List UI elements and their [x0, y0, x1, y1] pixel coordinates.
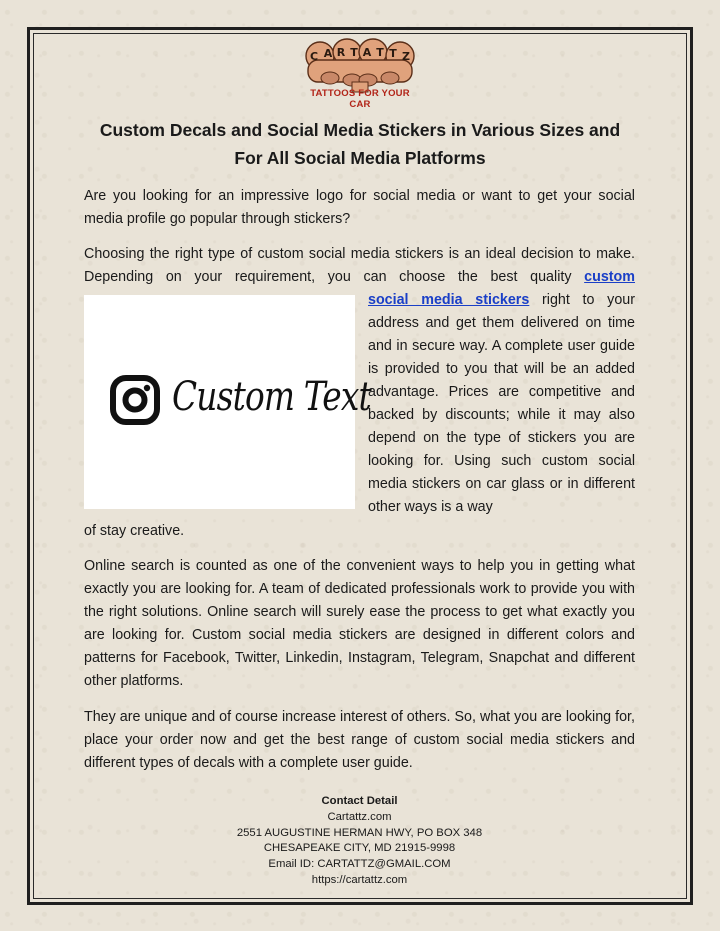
paragraph-2-wrapped — [368, 289, 635, 519]
svg-text:T: T — [350, 46, 358, 59]
custom-text-sticker-image — [84, 295, 371, 509]
svg-text:Z: Z — [402, 50, 410, 63]
custom-social-media-stickers-link-part1[interactable]: custom — [584, 269, 635, 285]
svg-text:A: A — [362, 46, 372, 59]
contact-address-line-1: 2551 AUGUSTINE HERMAN HWY, PO BOX 348 — [236, 826, 483, 839]
contact-company: Cartattz.com — [327, 810, 392, 823]
instagram-icon — [110, 375, 160, 425]
contact-website[interactable]: https://cartattz.com — [311, 873, 408, 886]
svg-text:T: T — [389, 47, 397, 60]
closing-paragraph: They are unique and of course increase interest of others. So, what you are looking for, place your order now and get the best range of custom social media stickers and different types of decals with a complete user guide. — [84, 709, 635, 771]
custom-text-lettering: Custom Text — [172, 374, 371, 420]
title-line-1: Custom Decals and Social Media Stickers in Various Sizes and — [99, 120, 621, 140]
custom-social-media-stickers-link-part2[interactable]: social media stickers — [368, 292, 530, 308]
contact-address-line-2: CHESAPEAKE CITY, MD 21915-9998 — [263, 842, 456, 855]
svg-text:A: A — [323, 47, 333, 60]
paragraph-2-body: right to your address and get them delivered on time and in secure way. A complete user guide is provided to you that will be an added advantage. Prices are competitive and backed by discounts; while it may also depend on the type of stickers you are looking for. Using such custom social media stickers on car glass or in different other ways is a way — [368, 292, 635, 515]
paragraph-2-lead: Choosing the right type of custom social media stickers is an ideal decision to make. Depending on your requirement, you can choose the best quality — [84, 246, 635, 285]
contact-email[interactable]: Email ID: CARTATTZ@GMAIL.COM — [268, 858, 451, 871]
title-line-2: For All Social Media Platforms — [234, 148, 486, 168]
svg-text:T: T — [376, 46, 384, 59]
article-title — [84, 116, 636, 172]
logo-tagline: TATTOOS FOR YOUR CAR — [310, 88, 410, 110]
svg-text:C: C — [309, 50, 319, 63]
intro-paragraph: Are you looking for an impressive logo for social media or want to get your social media profile go popular through stickers? — [84, 188, 635, 227]
contact-details — [84, 794, 635, 889]
paragraph-2-top — [84, 243, 635, 289]
contact-heading: Contact Detail — [321, 795, 398, 807]
svg-text:R: R — [336, 46, 346, 59]
paragraph-2-tail: of stay creative. — [84, 523, 185, 539]
online-search-paragraph: Online search is counted as one of the convenient ways to help you in getting what exactly you are looking for. A team of dedicated professionals work to provide you with the right solutions. Online search will surely ease the process to get what exactly you are looking for. Custom social media stickers are designed in different colors and patterns for Facebook, Twitter, Linkedin, Instagram, Telegram, Snapchat and different other platforms. — [84, 558, 635, 689]
